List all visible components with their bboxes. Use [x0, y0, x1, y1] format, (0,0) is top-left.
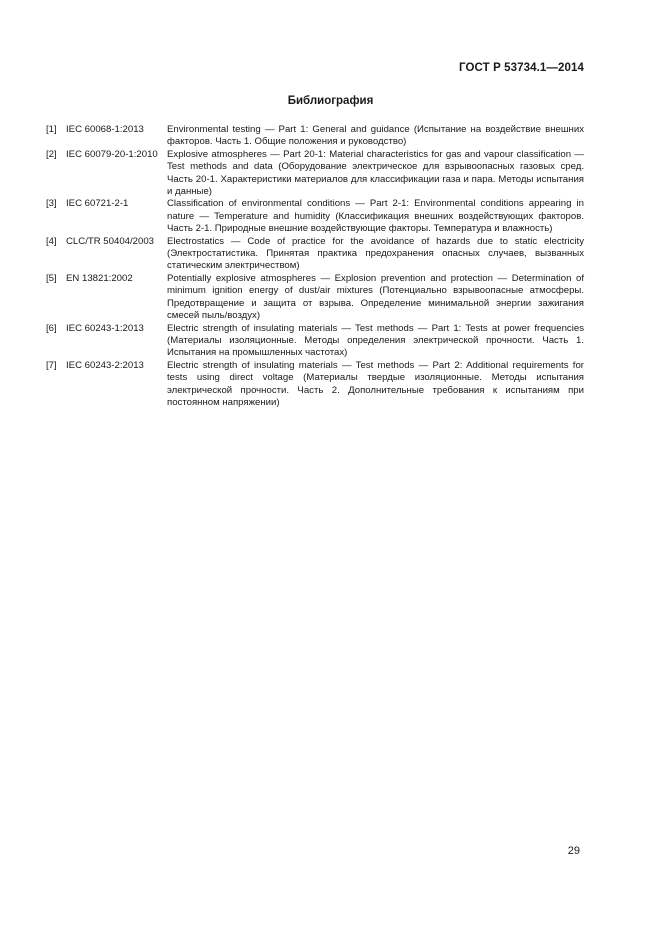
- bibliography-entry-3: [46, 198, 584, 235]
- entry-number: [2]: [46, 148, 57, 160]
- bibliography-entry-7: [46, 360, 584, 410]
- entry-text: Electrostatics — Code of practice for the avoidance of hazards due to static electricity (Электростатистика. Принятая практика предохранения опасных случаев, вызванных статическим электричеством): [167, 235, 584, 272]
- bibliography-entry-5: [46, 273, 584, 323]
- entry-standard-code: IEC 60243-2:2013: [66, 359, 144, 371]
- entry-number: [1]: [46, 124, 57, 135]
- bibliography-entry-2: [46, 149, 584, 199]
- entry-number: [6]: [46, 322, 57, 334]
- entry-text: Potentially explosive atmospheres — Explosion prevention and protection — Determination of minimum ignition energy of dust/air mixtures (Потенциально взрывоопасные атмосферы. Предотвращение и защита от взрыва. Определение минимальной энергии зажигания смесей пыль/воздух): [167, 272, 584, 322]
- bibliography-title: Библиография: [287, 95, 374, 107]
- entry-text: Environmental testing — Part 1: General and guidance (Испытание на воздействие внешних факторов. Часть 1. Общие положения и руководство): [167, 124, 584, 148]
- entry-text: Electric strength of insulating materials — Test methods — Part 2: Additional requirements for tests using direct voltage (Материалы твердые изоляционные. Методы испытания электрической прочности. Часть 2. Дополнительные требования к испытаниям при постоянном напряжении): [167, 359, 584, 408]
- entry-standard-code: IEC 60243-1:2013: [66, 322, 144, 334]
- document-code: ГОСТ Р 53734.1—2014: [459, 62, 584, 74]
- entry-text: Classification of environmental conditions — Part 2-1: Environmental conditions appearing in nature — Temperature and humidity (Классификация внешних воздействующих факторов. Часть 2-1. Природные внешние воздействующие факторы. Температура и влажность): [167, 198, 584, 235]
- bibliography-entry-6: [46, 323, 584, 360]
- bibliography-entry-1: [46, 124, 584, 149]
- bibliography-entry-4: [46, 236, 584, 273]
- entry-text: Explosive atmospheres — Part 20-1: Material characteristics for gas and vapour classification — Test methods and data (Оборудование электрическое для взрывоопасных газовых сред. Часть 20-1. Характеристики материалов для классификации газа и пара. Методы испытания и данные): [167, 148, 584, 198]
- entry-standard-code: IEC 60068-1:2013: [66, 124, 144, 135]
- entry-standard-code: IEC 60079-20-1:2010: [66, 148, 158, 160]
- entry-number: [3]: [46, 198, 57, 210]
- entry-number: [4]: [46, 235, 57, 247]
- bibliography-list: [46, 124, 584, 409]
- page-number: 29: [567, 845, 580, 857]
- entry-standard-code: EN 13821:2002: [66, 272, 133, 284]
- entry-standard-code: CLC/TR 50404/2003: [66, 235, 154, 247]
- entry-number: [5]: [46, 272, 57, 284]
- entry-text: Electric strength of insulating materials — Test methods — Part 1: Tests at power frequencies (Материалы изоляционные. Методы определения электрической прочности. Часть 1. Испытания на промышленных частотах): [167, 322, 584, 359]
- entry-number: [7]: [46, 359, 57, 371]
- entry-standard-code: IEC 60721-2-1: [66, 198, 129, 210]
